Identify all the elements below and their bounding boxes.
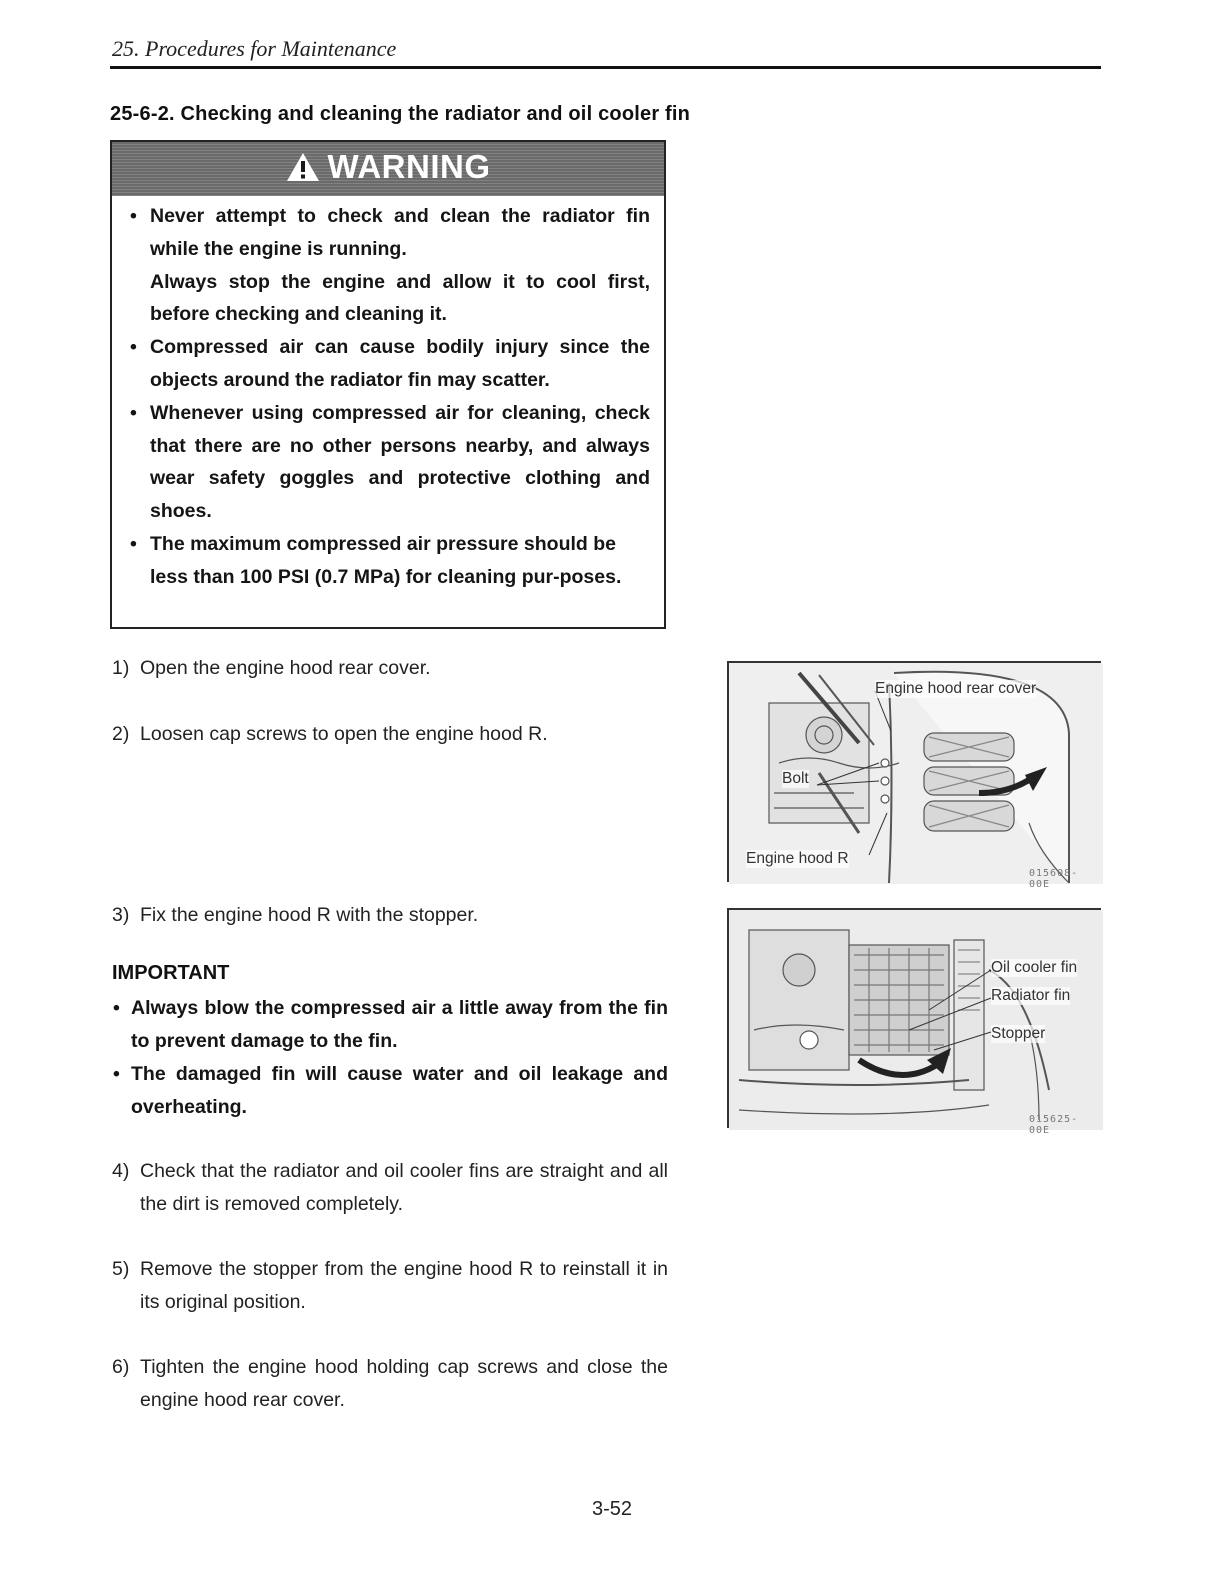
page-number: 3-52	[591, 1498, 633, 1520]
step-6: 6) Tighten the engine hood holding cap screws and close the engine hood rear cover.	[112, 1356, 668, 1411]
engine-hood-r-label: Engine hood R	[746, 850, 849, 867]
radiator-fin-illustration	[729, 910, 1103, 1130]
bullet-icon: •	[130, 401, 137, 424]
bullet-icon: •	[113, 1063, 120, 1085]
warning-header	[112, 142, 664, 196]
bullet-icon: •	[130, 532, 137, 555]
stopper-label: Stopper	[991, 1025, 1046, 1042]
header-title: 25. Procedures for Maintenance	[112, 36, 397, 61]
warning-box	[110, 140, 666, 629]
rear-cover-label: Engine hood rear cover	[875, 680, 1037, 697]
warning-item: • Whenever using compressed air for cleaning, check that there are no other persons nearby, and always wear safety goggles and protective clothing and shoes.	[128, 397, 650, 528]
radiator-fin-label: Radiator fin	[991, 987, 1071, 1004]
important-item: • Always blow the compressed air a little away from the fin to prevent damage to the fin.	[112, 992, 668, 1058]
warning-title: WARNING	[327, 148, 491, 185]
radiator-fin-figure	[727, 908, 1101, 1136]
step-4: 4) Check that the radiator and oil cooler fins are straight and all the dirt is removed completely.	[112, 1160, 668, 1215]
warning-item: • Never attempt to check and clean the radiator fin while the engine is running. Always stop the engine and allow it to cool first, before checking and cleaning it.	[128, 200, 650, 331]
important-title: IMPORTANT	[112, 962, 230, 984]
warning-item: • Compressed air can cause bodily injury since the objects around the radiator fin may scatter.	[128, 331, 650, 397]
section-title: 25-6-2. Checking and cleaning the radiator and oil cooler fin	[110, 103, 691, 125]
engine-hood-figure	[727, 661, 1101, 890]
warning-list	[128, 200, 650, 594]
step-3: 3) Fix the engine hood R with the stopper.	[112, 904, 479, 926]
figure-code: 015625-00E	[1029, 1114, 1079, 1136]
bullet-icon: •	[130, 205, 137, 227]
page-header	[110, 34, 1101, 69]
important-list	[112, 992, 668, 1124]
bullet-icon: •	[130, 336, 137, 359]
step-1: 1) Open the engine hood rear cover.	[112, 657, 431, 679]
step-2: 2) Loosen cap screws to open the engine hood R.	[112, 723, 548, 745]
important-item: • The damaged fin will cause water and oil leakage and overheating.	[112, 1058, 668, 1124]
bolt-label: Bolt	[782, 770, 809, 787]
warning-item: • The maximum compressed air pressure should be less than 100 PSI (0.7 MPa) for cleaning pur-poses.	[128, 528, 650, 594]
figure-code: 015608-00E	[1029, 868, 1079, 890]
step-5: 5) Remove the stopper from the engine hood R to reinstall it in its original position.	[112, 1258, 668, 1313]
bullet-icon: •	[113, 997, 120, 1019]
oil-cooler-fin-label: Oil cooler fin	[991, 959, 1078, 976]
warning-triangle-icon	[286, 152, 320, 182]
